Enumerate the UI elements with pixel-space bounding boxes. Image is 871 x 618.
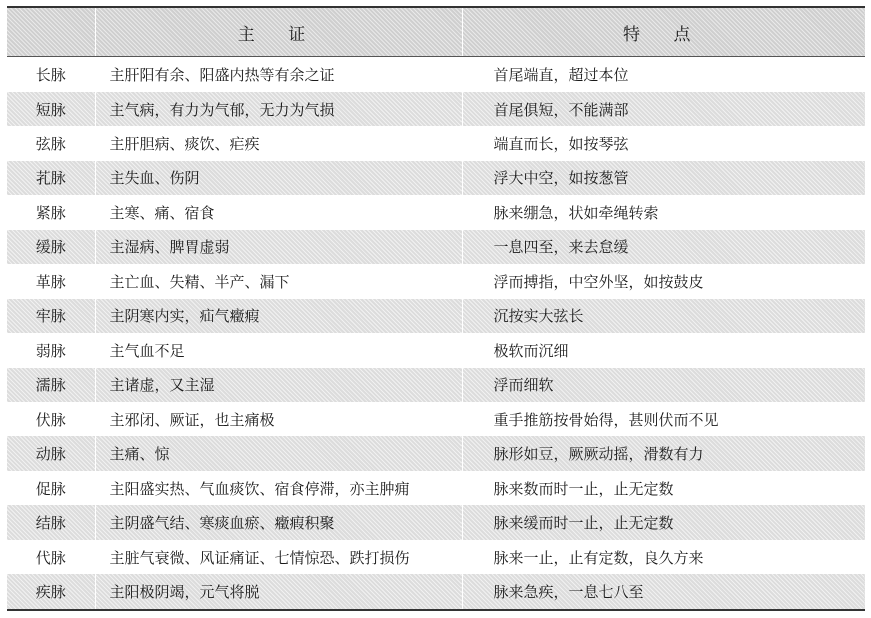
pulse-name-cell: 缓脉 <box>7 230 95 264</box>
main-syndrome-cell: 主痛、惊 <box>95 436 462 470</box>
pulse-table-grid <box>7 8 865 609</box>
table-row <box>7 126 865 160</box>
characteristics-cell: 首尾端直，超过本位 <box>462 57 865 92</box>
pulse-name-cell: 芤脉 <box>7 161 95 195</box>
characteristics-cell: 沉按实大弦长 <box>462 299 865 333</box>
pulse-name-cell: 长脉 <box>7 57 95 92</box>
table-header-row <box>7 8 865 57</box>
table-row <box>7 92 865 126</box>
characteristics-cell: 脉形如豆，厥厥动摇，滑数有力 <box>462 436 865 470</box>
pulse-name-cell: 弦脉 <box>7 126 95 160</box>
header-characteristics: 特 点 <box>462 8 865 57</box>
table-row <box>7 574 865 609</box>
pulse-name-cell: 动脉 <box>7 436 95 470</box>
pulse-name-cell: 伏脉 <box>7 402 95 436</box>
main-syndrome-cell: 主亡血、失精、半产、漏下 <box>95 264 462 298</box>
table-row <box>7 368 865 402</box>
pulse-name-cell: 代脉 <box>7 540 95 574</box>
table-row <box>7 195 865 229</box>
main-syndrome-cell: 主肝阳有余、阳盛内热等有余之证 <box>95 57 462 92</box>
table-row <box>7 402 865 436</box>
pulse-name-cell: 濡脉 <box>7 368 95 402</box>
characteristics-cell: 首尾俱短，不能满部 <box>462 92 865 126</box>
characteristics-cell: 脉来一止，止有定数，良久方来 <box>462 540 865 574</box>
main-syndrome-cell: 主阴盛气结、寒痰血瘀、癥瘕积聚 <box>95 505 462 539</box>
characteristics-cell: 脉来绷急，状如牵绳转索 <box>462 195 865 229</box>
characteristics-cell: 重手推筋按骨始得，甚则伏而不见 <box>462 402 865 436</box>
main-syndrome-cell: 主气病，有力为气郁，无力为气损 <box>95 92 462 126</box>
pulse-name-cell: 革脉 <box>7 264 95 298</box>
characteristics-cell: 极软而沉细 <box>462 333 865 367</box>
table-row <box>7 436 865 470</box>
table-row <box>7 264 865 298</box>
characteristics-cell: 脉来急疾，一息七八至 <box>462 574 865 609</box>
table-row <box>7 540 865 574</box>
table-body <box>7 57 865 610</box>
pulse-name-cell: 紧脉 <box>7 195 95 229</box>
pulse-name-cell: 牢脉 <box>7 299 95 333</box>
main-syndrome-cell: 主脏气衰微、风证痛证、七情惊恐、跌打损伤 <box>95 540 462 574</box>
header-pulse-name <box>7 8 95 57</box>
characteristics-cell: 浮而搏指，中空外坚，如按鼓皮 <box>462 264 865 298</box>
pulse-table <box>7 6 865 611</box>
table-row <box>7 161 865 195</box>
pulse-name-cell: 弱脉 <box>7 333 95 367</box>
main-syndrome-cell: 主阳极阴竭，元气将脱 <box>95 574 462 609</box>
main-syndrome-cell: 主寒、痛、宿食 <box>95 195 462 229</box>
characteristics-cell: 脉来数而时一止，止无定数 <box>462 471 865 505</box>
table-row <box>7 471 865 505</box>
table-row <box>7 299 865 333</box>
pulse-name-cell: 结脉 <box>7 505 95 539</box>
header-main-syndrome: 主 证 <box>95 8 462 57</box>
characteristics-cell: 浮大中空，如按葱管 <box>462 161 865 195</box>
table-row <box>7 230 865 264</box>
main-syndrome-cell: 主诸虚，又主湿 <box>95 368 462 402</box>
table-row <box>7 57 865 92</box>
pulse-name-cell: 短脉 <box>7 92 95 126</box>
characteristics-cell: 一息四至，来去怠缓 <box>462 230 865 264</box>
main-syndrome-cell: 主阳盛实热、气血痰饮、宿食停滞，亦主肿痈 <box>95 471 462 505</box>
main-syndrome-cell: 主肝胆病、痰饮、疟疾 <box>95 126 462 160</box>
characteristics-cell: 浮而细软 <box>462 368 865 402</box>
characteristics-cell: 端直而长，如按琴弦 <box>462 126 865 160</box>
main-syndrome-cell: 主邪闭、厥证，也主痛极 <box>95 402 462 436</box>
table-row <box>7 333 865 367</box>
main-syndrome-cell: 主湿病、脾胃虚弱 <box>95 230 462 264</box>
main-syndrome-cell: 主失血、伤阴 <box>95 161 462 195</box>
main-syndrome-cell: 主阴寒内实，疝气癥瘕 <box>95 299 462 333</box>
characteristics-cell: 脉来缓而时一止，止无定数 <box>462 505 865 539</box>
main-syndrome-cell: 主气血不足 <box>95 333 462 367</box>
pulse-name-cell: 促脉 <box>7 471 95 505</box>
table-row <box>7 505 865 539</box>
pulse-name-cell: 疾脉 <box>7 574 95 609</box>
